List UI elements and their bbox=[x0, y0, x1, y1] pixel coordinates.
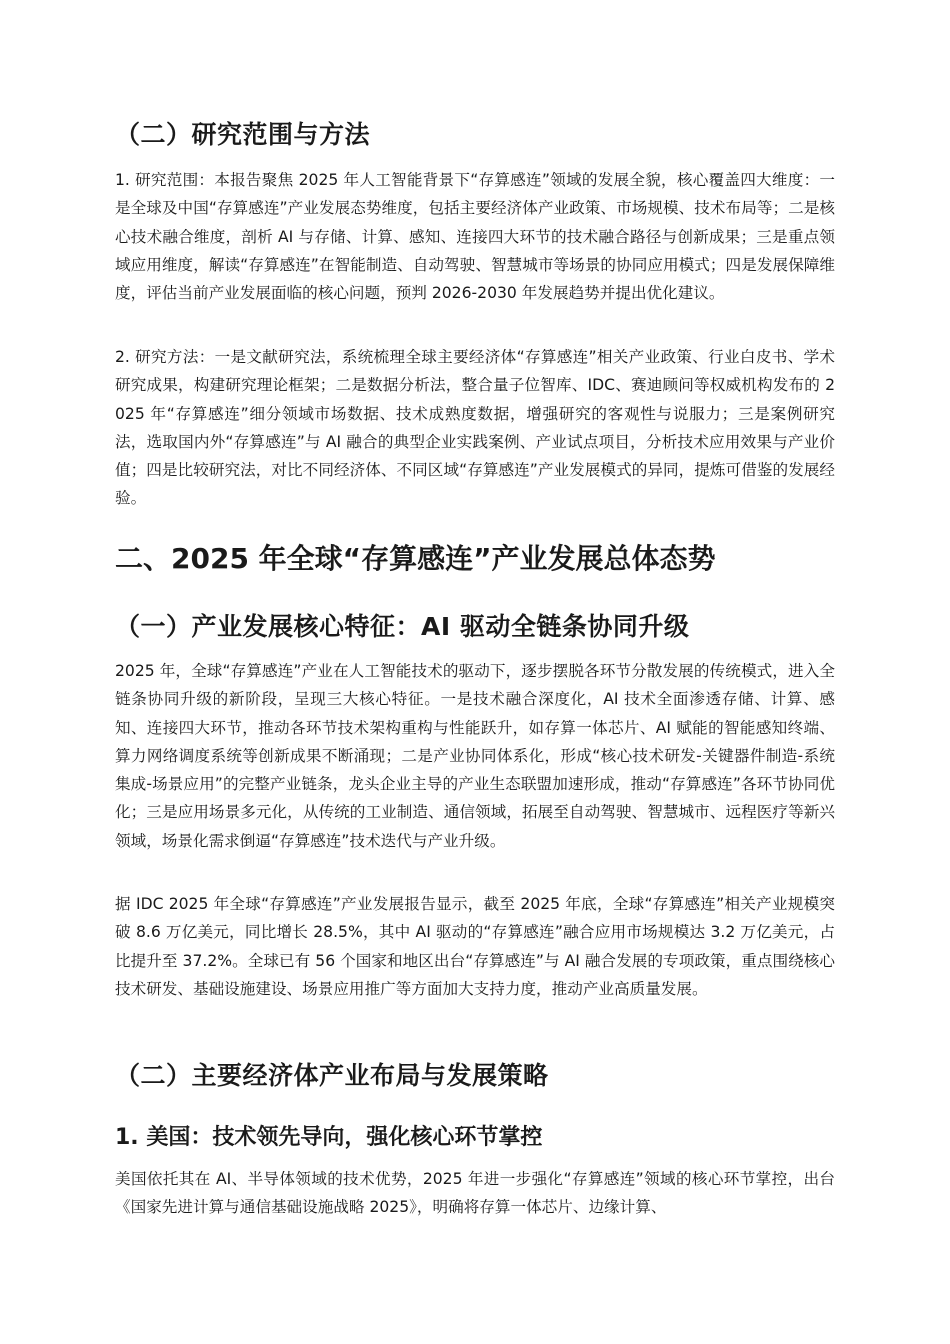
paragraph-idc-data: 据 IDC 2025 年全球“存算感连”产业发展报告显示，截至 2025 年底，全球“存算感连”相关产业规模突破 8.6 万亿美元，同比增长 28.5%，其中 AI 驱动的“存算感连”融合应用市场规模达 3.2 万亿美元，占比提升至 37.2%。全球已有 56 个国家和地区出台“存算感连”与 AI 融合发展的专项政策，重点围绕核心技术研发、基础设施建设、场景应用推广等方面加大支持力度，推动产业高质量发展。 bbox=[115, 895, 835, 998]
paragraph-research-scope: 1. 研究范围：本报告聚焦 2025 年人工智能背景下“存算感连”领域的发展全貌，核心覆盖四大维度：一是全球及中国“存算感连”产业发展态势维度，包括主要经济体产业政策、市场规模、技术布局等；二是核心技术融合维度，剖析 AI 与存储、计算、感知、连接四大环节的技术融合路径与创新成果；三是重点领域应用维度，解读“存算感连”在智能制造、自动驾驶、智慧城市等场景的协同应用模式；四是发展保障维度，评估当前产业发展面临的核心问题，预判 2026-2030 年发展趋势并提出优化建议。 bbox=[115, 171, 835, 303]
paragraph-core-features: 2025 年，全球“存算感连”产业在人工智能技术的驱动下，逐步摆脱各环节分散发展的传统模式，进入全链条协同升级的新阶段，呈现三大核心特征。一是技术融合深度化，AI 技术全面渗透存储、计算、感知、连接四大环节，推动各环节技术架构重构与性能跃升，如存算一体芯片、AI 赋能的智能感知终端、算力网络调度系统等创新成果不断涌现；二是产业协同体系化，形成“核心技术研发-关键器件制造-系统集成-场景应用”的完整产业链条，龙头企业主导的产业生态联盟加速形成，推动“存算感连”各环节协同优化；三是应用场景多元化，从传统的工业制造、通信领域，拓展至自动驾驶、智慧城市、远程医疗等新兴领域，场景化需求倒逼“存算感连”技术迭代与产业升级。 bbox=[115, 662, 835, 850]
paragraph-research-method: 2. 研究方法：一是文献研究法，系统梳理全球主要经济体“存算感连”相关产业政策、行业白皮书、学术研究成果，构建研究理论框架；二是数据分析法，整合量子位智库、IDC、赛迪顾问等权威机构发布的 2025 年“存算感连”细分领域市场数据、技术成熟度数据，增强研究的客观性与说服力；三是案例研究法，选取国内外“存算感连”与 AI 融合的典型企业实践案例、产业试点项目，分析技术应用效果与产业价值；四是比较研究法，对比不同经济体、不同区域“存算感连”产业发展模式的异同，提炼可借鉴的发展经验。 bbox=[115, 348, 835, 508]
section-heading-layout-strategy: （二）主要经济体产业布局与发展策略 bbox=[115, 1061, 549, 1090]
subsection-heading-usa: 1. 美国：技术领先导向，强化核心环节掌控 bbox=[115, 1125, 543, 1150]
paragraph-usa: 美国依托其在 AI、半导体领域的技术优势，2025 年进一步强化“存算感连”领域的核心环节掌控，出台《国家先进计算与通信基础设施战略 2025》，明确将存算一体芯片、边缘计算、 bbox=[115, 1170, 835, 1217]
section-heading-scope-method: （二）研究范围与方法 bbox=[115, 120, 371, 149]
chapter-heading-global-trend: 二、2025 年全球“存算感连”产业发展总体态势 bbox=[115, 542, 716, 575]
section-heading-core-features: （一）产业发展核心特征：AI 驱动全链条协同升级 bbox=[115, 612, 690, 641]
